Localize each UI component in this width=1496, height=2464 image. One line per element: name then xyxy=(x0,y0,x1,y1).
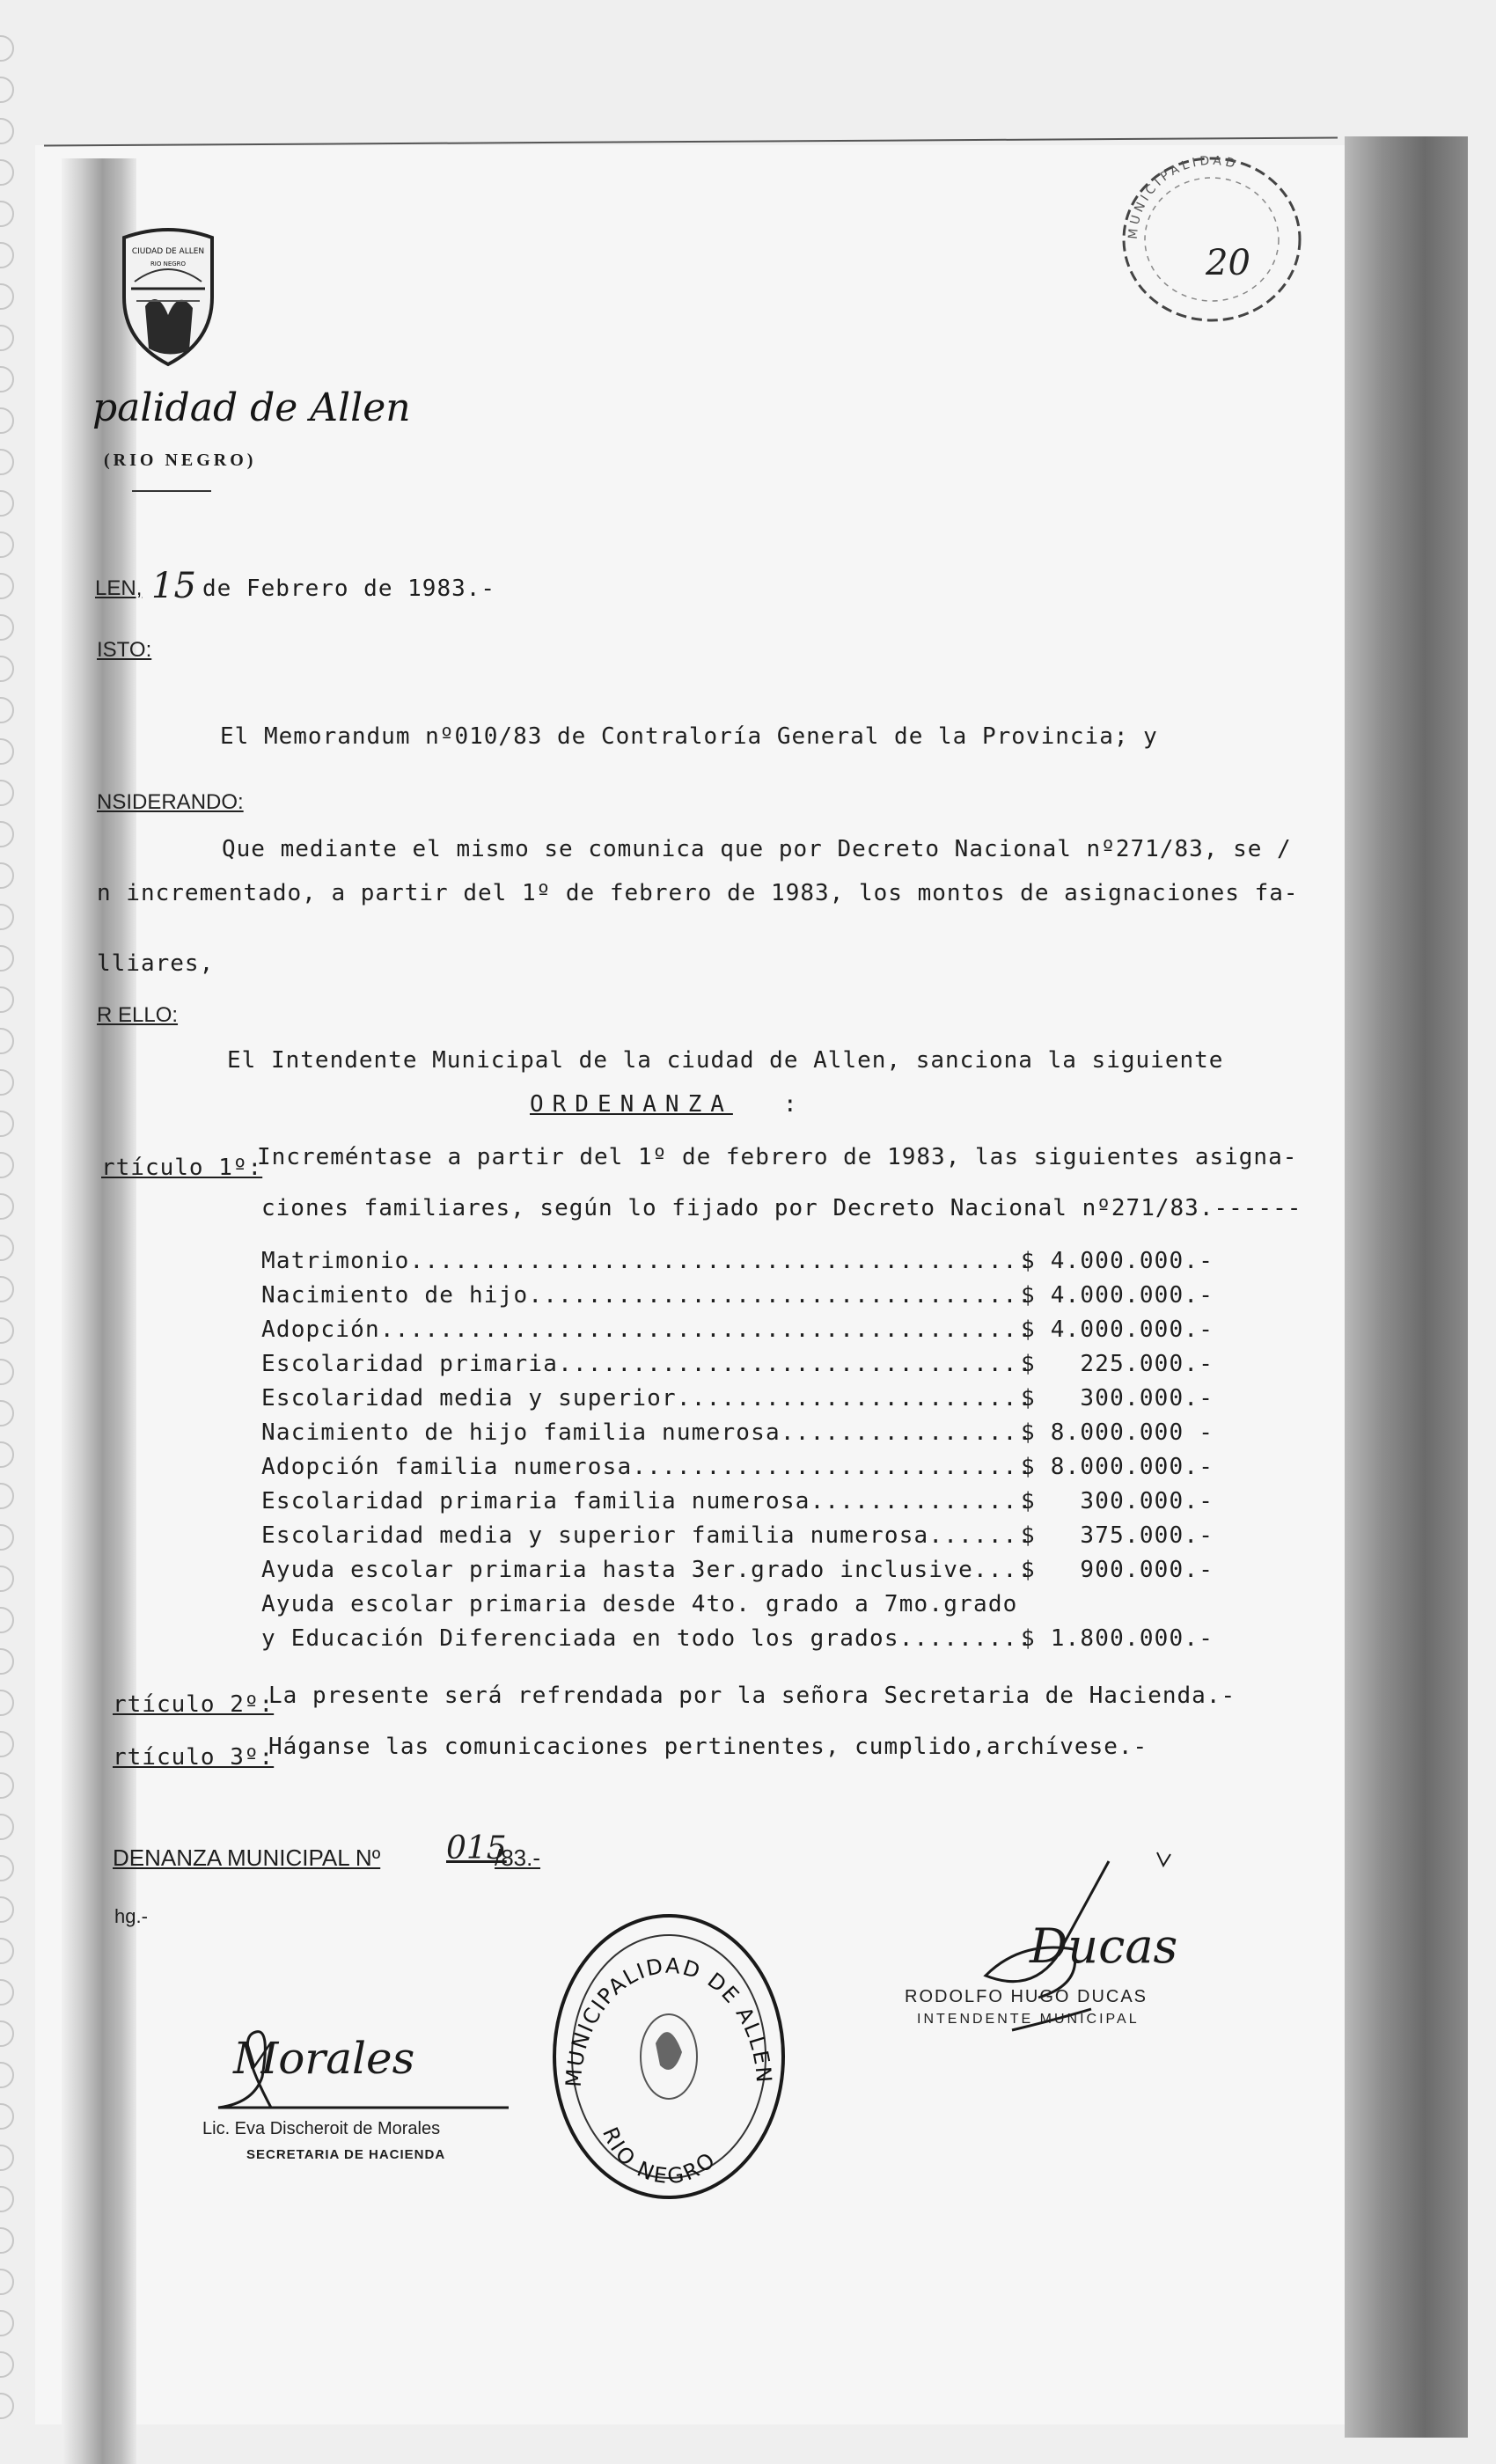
allowance-item-label: Adopción familia numerosa........................... xyxy=(261,1454,1033,1480)
binder-hole xyxy=(0,1607,14,1633)
allowance-item-amount: $ 4.000.000.- xyxy=(1021,1248,1214,1274)
binder-hole xyxy=(0,1566,14,1592)
binder-hole xyxy=(0,201,14,227)
allowance-item-label: Ayuda escolar primaria desde 4to. grado a 7mo.grado xyxy=(261,1591,1018,1617)
considerando-label: NSIDERANDO: xyxy=(97,790,244,814)
binder-hole xyxy=(0,821,14,847)
binder-hole xyxy=(0,1690,14,1716)
allowance-item-amount: $ 225.000.- xyxy=(1021,1351,1214,1377)
binder-hole xyxy=(0,490,14,517)
svg-text:RIO NEGRO xyxy=(598,2123,722,2189)
binder-hole xyxy=(0,2227,14,2254)
binder-hole xyxy=(0,2103,14,2130)
top-stamp-text: MUNICIPALIDAD xyxy=(1126,153,1241,240)
allowance-item-label: Adopción............................................ xyxy=(261,1316,1033,1343)
allowance-item-amount: $ 8.000.000.- xyxy=(1021,1454,1214,1480)
center-stamp-bottom-text: RIO NEGRO xyxy=(598,2123,722,2189)
binder-hole xyxy=(0,407,14,434)
binder-hole xyxy=(0,242,14,268)
left-scan-shadow xyxy=(62,158,136,2464)
binder-hole xyxy=(0,1069,14,1096)
initials: hg.- xyxy=(114,1905,148,1927)
page-number: 20 xyxy=(1206,243,1250,283)
signature-left-title: SECRETARIA DE HACIENDA xyxy=(246,2147,446,2162)
ordenanza-title-colon: : xyxy=(783,1091,798,1118)
binder-hole xyxy=(0,2393,14,2419)
binder-hole xyxy=(0,1896,14,1923)
articulo-1-label: rtículo 1º: xyxy=(101,1155,263,1181)
allowance-item-label: Escolaridad media y superior familia numerosa....... xyxy=(261,1522,1033,1549)
binder-hole xyxy=(0,1814,14,1840)
date-text: de Febrero de 1983.- xyxy=(202,576,496,602)
binder-hole xyxy=(0,449,14,475)
considerando-line-3: lliares, xyxy=(97,950,215,977)
binder-hole xyxy=(0,656,14,682)
center-stamp-top-text: MUNICIPALIDAD DE ALLEN xyxy=(561,1953,777,2088)
binder-hole xyxy=(0,614,14,641)
allowance-item-label: Escolaridad primaria familia numerosa............... xyxy=(261,1488,1033,1514)
binder-hole xyxy=(0,1111,14,1137)
binder-hole xyxy=(0,697,14,723)
municipality-name: palidad de Allen xyxy=(92,385,411,430)
articulo-2-label: rtículo 2º: xyxy=(113,1691,275,1718)
binder-hole xyxy=(0,738,14,765)
binder-hole xyxy=(0,118,14,144)
signature-right: Ducas xyxy=(1030,1918,1178,1974)
center-municipal-stamp xyxy=(550,1911,788,2202)
date-day: 15 xyxy=(151,566,196,606)
articulo-2-text: La presente será refrendada por la señora Secretaria de Hacienda.- xyxy=(268,1683,1236,1709)
articulo-3-text: Háganse las comunicaciones pertinentes, cumplido,archívese.- xyxy=(268,1734,1148,1760)
binder-hole xyxy=(0,532,14,558)
ordenanza-title: ORDENANZA xyxy=(530,1091,733,1118)
binder-hole xyxy=(0,1193,14,1220)
binder-hole xyxy=(0,1235,14,1261)
articulo-1-line-1: Increméntase a partir del 1º de febrero de 1983, las siguientes asigna- xyxy=(257,1144,1298,1170)
binder-hole xyxy=(0,325,14,351)
binder-hole xyxy=(0,904,14,930)
binder-hole xyxy=(0,1938,14,1964)
visto-text: El Memorandum nº010/83 de Contraloría General de la Provincia; y xyxy=(220,723,1158,750)
ordenanza-number-prefix: DENANZA MUNICIPAL Nº xyxy=(113,1844,381,1871)
allowance-item-label: y Educación Diferenciada en todo los grados......... xyxy=(261,1625,1033,1652)
binder-hole xyxy=(0,1317,14,1344)
binder-hole xyxy=(0,1028,14,1054)
considerando-line-2: n incrementado, a partir del 1º de febrero de 1983, los montos de asignaciones fa- xyxy=(97,880,1299,906)
binder-hole xyxy=(0,1524,14,1551)
date-prefix: LEN, xyxy=(95,576,143,600)
binder-hole xyxy=(0,780,14,806)
allowance-item-label: Nacimiento de hijo familia numerosa................. xyxy=(261,1419,1033,1446)
binder-hole xyxy=(0,1152,14,1178)
allowance-item-label: Nacimiento de hijo.................................. xyxy=(261,1282,1033,1309)
binder-hole xyxy=(0,573,14,599)
signature-left-stroke xyxy=(201,2024,517,2121)
header-divider xyxy=(132,490,211,492)
binder-hole xyxy=(0,159,14,186)
binder-hole xyxy=(0,2145,14,2171)
binder-hole xyxy=(0,1400,14,1426)
allowance-item-label: Escolaridad media y superior........................ xyxy=(261,1385,1033,1412)
binder-hole xyxy=(0,1276,14,1302)
articulo-3-label: rtículo 3º: xyxy=(113,1744,275,1771)
binder-holes xyxy=(0,35,19,2446)
binder-hole xyxy=(0,77,14,103)
binder-hole xyxy=(0,1731,14,1757)
seal-text: CIUDAD DE ALLEN xyxy=(131,247,205,256)
binder-hole xyxy=(0,2186,14,2212)
binder-hole xyxy=(0,1648,14,1675)
allowance-item-amount: $ 4.000.000.- xyxy=(1021,1282,1214,1309)
svg-text:MUNICIPALIDAD xyxy=(1126,154,1240,240)
allowance-item-amount: $ 300.000.- xyxy=(1021,1385,1214,1412)
signature-right-name: RODOLFO HUGO DUCAS xyxy=(905,1987,1148,2006)
province-name: (RIO NEGRO) xyxy=(104,451,257,470)
allowance-item-label: Ayuda escolar primaria hasta 3er.grado inclusive.... xyxy=(261,1557,1033,1583)
seal-subtext: RIO NEGRO xyxy=(150,260,187,268)
visto-label: ISTO: xyxy=(97,638,152,662)
por-ello-label: R ELLO: xyxy=(97,1003,179,1027)
binder-hole xyxy=(0,1855,14,1881)
binder-hole xyxy=(0,35,14,62)
binder-hole xyxy=(0,862,14,889)
binder-hole xyxy=(0,2351,14,2378)
ordenanza-number: 015 xyxy=(446,1830,507,1866)
binder-hole xyxy=(0,1483,14,1509)
top-stamp xyxy=(1111,143,1313,327)
allowance-item-amount: $ 4.000.000.- xyxy=(1021,1316,1214,1343)
binder-hole xyxy=(0,283,14,310)
right-scan-shadow xyxy=(1345,136,1468,2438)
municipal-seal-icon xyxy=(119,227,217,368)
por-ello-text: El Intendente Municipal de la ciudad de Allen, sanciona la siguiente xyxy=(227,1047,1224,1074)
signature-left-name: Lic. Eva Discheroit de Morales xyxy=(202,2119,441,2138)
allowance-item-amount: $ 900.000.- xyxy=(1021,1557,1214,1583)
binder-hole xyxy=(0,986,14,1013)
considerando-line-1: Que mediante el mismo se comunica que por Decreto Nacional nº271/83, se / xyxy=(222,836,1292,862)
binder-hole xyxy=(0,2020,14,2047)
allowance-item-label: Escolaridad primaria................................ xyxy=(261,1351,1033,1377)
binder-hole xyxy=(0,2310,14,2336)
binder-hole xyxy=(0,366,14,392)
articulo-1-line-2: ciones familiares, según lo fijado por Decreto Nacional nº271/83.------ xyxy=(261,1195,1302,1221)
binder-hole xyxy=(0,1772,14,1799)
binder-hole xyxy=(0,1979,14,2006)
binder-hole xyxy=(0,945,14,972)
allowance-item-label: Matrimonio.......................................... xyxy=(261,1248,1033,1274)
binder-hole xyxy=(0,1359,14,1385)
signature-left: Morales xyxy=(233,2033,415,2084)
binder-hole xyxy=(0,2062,14,2088)
allowance-item-amount: $ 8.000.000 - xyxy=(1021,1419,1214,1446)
binder-hole xyxy=(0,1441,14,1468)
ordenanza-number-suffix: /83.- xyxy=(495,1844,541,1871)
binder-hole xyxy=(0,2269,14,2295)
signature-right-title: INTENDENTE MUNICIPAL xyxy=(917,2012,1140,2027)
allowance-item-amount: $ 300.000.- xyxy=(1021,1488,1214,1514)
allowance-item-amount: $ 375.000.- xyxy=(1021,1522,1214,1549)
allowance-item-amount: $ 1.800.000.- xyxy=(1021,1625,1214,1652)
